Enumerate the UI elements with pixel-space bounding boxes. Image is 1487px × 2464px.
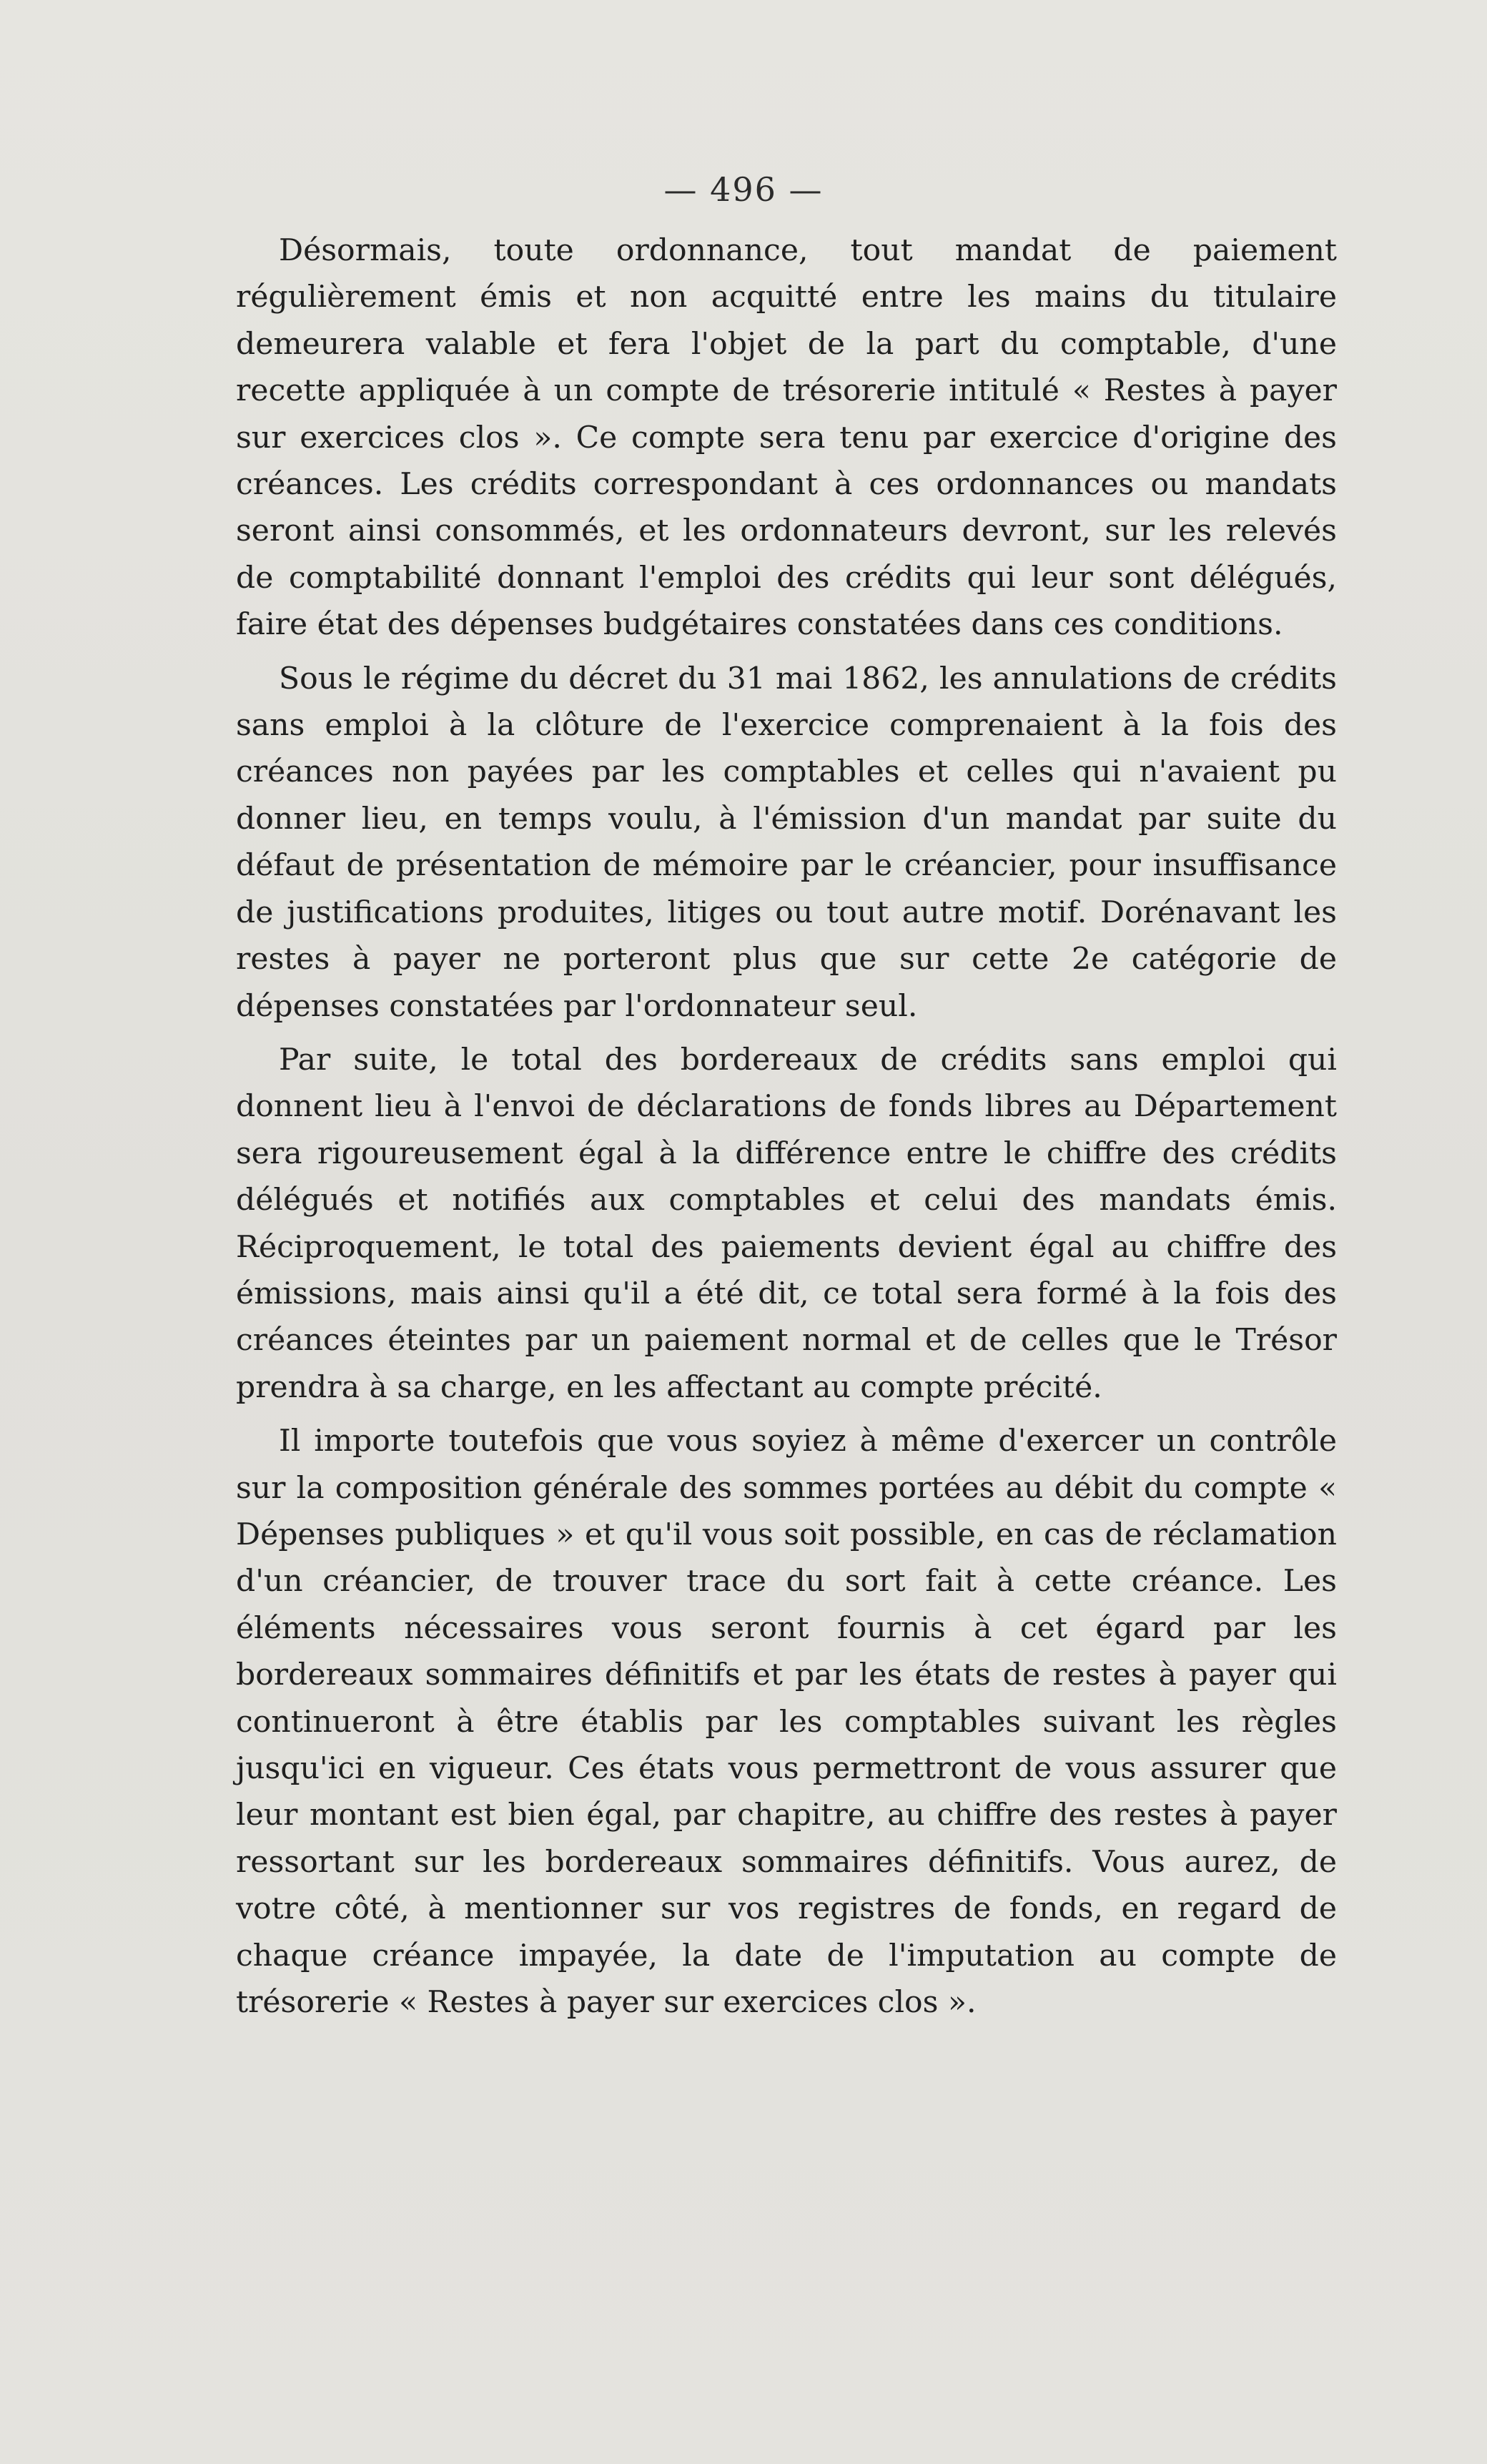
body-text: [236, 227, 1337, 2026]
paragraph: Il importe toutefois que vous soyiez à même d'exercer un contrôle sur la composition générale des sommes portées au débit du compte « Dépenses publiques » et qu'il vous soit possible, en cas de réclamation d'un créancier, de trouver trace du sort fait à cette créance. Les éléments nécessaires vous seront fournis à cet égard par les bordereaux sommaires définitifs et par les états de restes à payer qui continueront à être établis par les comptables suivant les règles jusqu'ici en vigueur. Ces états vous permettront de vous assurer que leur montant est bien égal, par chapitre, au chiffre des restes à payer ressortant sur les bordereaux sommaires définitifs. Vous aurez, de votre côté, à mentionner sur vos registres de fonds, en regard de chaque créance impayée, la date de l'imputation au compte de trésorerie « Restes à payer sur exercices clos ».: [236, 1424, 1337, 2021]
paragraph: Sous le régime du décret du 31 mai 1862, les annulations de crédits sans emploi à la clôture de l'exercice comprenaient à la fois des créances non payées par les comptables et celles qui n'avaient pu donner lieu, en temps voulu, à l'émission d'un mandat par suite du défaut de présentation de mémoire par le créancier, pour insuffisance de justifications produites, litiges ou tout autre motif. Dorénavant les restes à payer ne porteront plus que sur cette 2e catégorie de dépenses constatées par l'ordonnateur seul.: [236, 661, 1337, 1024]
page-number: — 496 —: [663, 170, 824, 209]
paragraph: Par suite, le total des bordereaux de crédits sans emploi qui donnent lieu à l'envoi de déclarations de fonds libres au Département sera rigoureusement égal à la différence entre le chiffre des crédits délégués et notifiés aux comptables et celui des mandats émis. Réciproquement, le total des paiements devient égal au chiffre des émissions, mais ainsi qu'il a été dit, ce total sera formé à la fois des créances éteintes par un paiement normal et de celles que le Trésor prendra à sa charge, en les affectant au compte précité.: [236, 1042, 1337, 1405]
paragraph: Désormais, toute ordonnance, tout mandat de paiement régulièrement émis et non acquitté entre les mains du titulaire demeurera valable et fera l'objet de la part du comptable, d'une recette appliquée à un compte de trésorerie intitulé « Restes à payer sur exercices clos ». Ce compte sera tenu par exercice d'origine des créances. Les crédits correspondant à ces ordonnances ou mandats seront ainsi consommés, et les ordonnateurs devront, sur les relevés de comptabilité donnant l'emploi des crédits qui leur sont délégués, faire état des dépenses budgétaires constatées dans ces conditions.: [236, 233, 1337, 643]
